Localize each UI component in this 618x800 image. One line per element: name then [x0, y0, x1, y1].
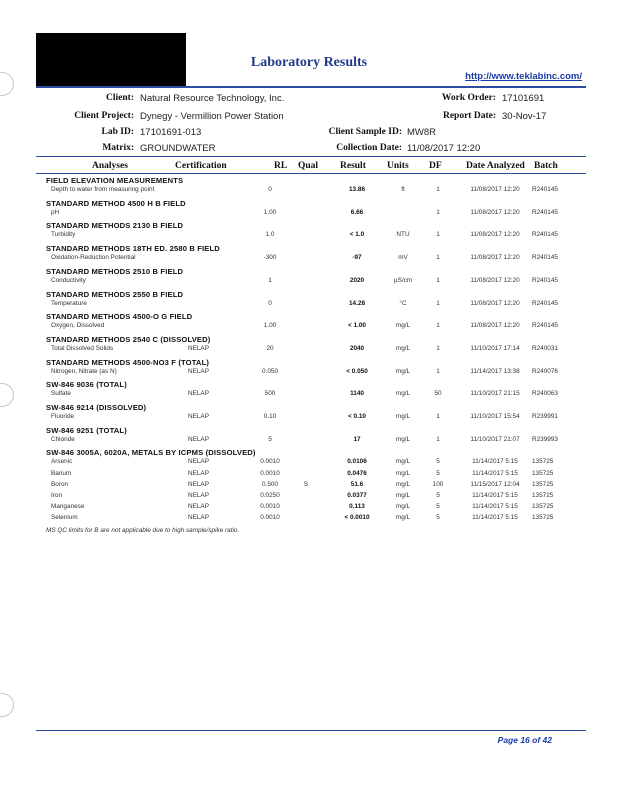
cell-analyte: Chloride: [51, 435, 75, 443]
cell-rl: 0.050: [262, 367, 278, 375]
cell-result: < 0.0010: [344, 514, 370, 522]
cell-df: 1: [436, 367, 440, 375]
page-title: Laboratory Results: [250, 55, 368, 70]
section-header: STANDARD METHODS 2540 C (DISSOLVED): [46, 334, 211, 344]
cell-cert: NELAP: [188, 435, 209, 443]
cell-rl: 500: [264, 390, 276, 398]
cell-df: 5: [436, 492, 440, 499]
cell-date: 11/08/2017 12:20: [470, 208, 520, 216]
cell-batch: 135725: [532, 469, 554, 477]
cell-units: mg/L: [395, 492, 411, 499]
cell-result: 0.0106: [347, 458, 367, 466]
cell-rl: 0.500: [262, 480, 278, 488]
cell-batch: R240145: [532, 299, 558, 307]
cell-units: mg/L: [395, 344, 411, 352]
project-label: Client Project:: [74, 111, 134, 121]
cell-batch: R240145: [532, 322, 558, 330]
cell-date: 11/08/2017 12:20: [470, 276, 520, 284]
cell-analyte: Turbidity: [51, 231, 76, 239]
cell-analyte: Fluoride: [51, 413, 75, 420]
cell-cert: NELAP: [188, 503, 209, 511]
table-row: [0, 436, 618, 445]
cell-result: -97: [352, 254, 362, 262]
cell-date: 11/08/2017 12:20: [470, 299, 520, 307]
cell-analyte: Temperature: [51, 299, 87, 307]
cell-cert: NELAP: [188, 344, 209, 352]
cell-cert: NELAP: [188, 390, 209, 398]
collection-date-value: 11/08/2017 12:20: [407, 143, 481, 154]
cell-units: mg/L: [395, 322, 411, 330]
cell-batch: R239991: [532, 413, 558, 420]
cell-df: 1: [436, 186, 440, 193]
cell-units: µS/cm: [393, 276, 413, 284]
cell-analyte: Arsenic: [51, 458, 73, 466]
cell-units: mg/L: [395, 367, 411, 375]
cell-result: 17: [353, 435, 361, 443]
report-date-label: Report Date:: [442, 111, 496, 121]
matrix-label: Matrix:: [102, 143, 134, 153]
cell-date: 11/08/2017 12:20: [470, 322, 520, 330]
cell-batch: R240145: [532, 254, 558, 262]
cell-date: 11/10/2017 21:07: [470, 435, 520, 443]
cell-units: mg/L: [395, 458, 411, 466]
cell-batch: R240145: [532, 208, 558, 216]
cell-units: mV: [398, 254, 408, 262]
qc-note: MS QC limits for B are not applicable due to high sample/spike ratio.: [46, 527, 240, 535]
sample-id-value: MW8R: [407, 127, 437, 138]
lab-id-label: Lab ID:: [101, 127, 134, 137]
cell-df: 5: [436, 503, 440, 511]
cell-batch: 135725: [532, 503, 554, 511]
work-order-label: Work Order:: [441, 93, 496, 103]
cell-units: mg/L: [395, 435, 411, 443]
cell-result: 0.0476: [347, 469, 367, 477]
cell-batch: 135725: [532, 492, 554, 499]
table-row: [0, 503, 618, 512]
cell-df: 1: [436, 231, 440, 239]
cell-result: < 1.00: [348, 322, 366, 330]
cell-rl: 1.00: [263, 322, 277, 330]
section-header: SW-846 9036 (TOTAL): [46, 380, 127, 390]
cell-rl: 0.0010: [260, 514, 280, 522]
section-header: SW-846 9214 (DISSOLVED): [46, 403, 147, 412]
cell-rl: 0.0010: [260, 469, 280, 477]
cell-df: 1: [436, 299, 440, 307]
cell-result: 14.28: [349, 299, 365, 307]
cell-batch: R239993: [532, 435, 558, 443]
col-qual: Qual: [298, 161, 319, 171]
section-header: STANDARD METHODS 2510 B FIELD: [46, 266, 184, 276]
col-rl: RL: [274, 161, 288, 171]
cell-df: 1: [436, 344, 440, 352]
cell-cert: NELAP: [188, 480, 209, 488]
cell-analyte: Barium: [51, 469, 72, 477]
col-df: DF: [429, 161, 442, 171]
cell-date: 11/14/2017 13:38: [470, 367, 520, 375]
cell-date: 11/08/2017 12:20: [470, 254, 520, 262]
cell-analyte: Conductivity: [51, 276, 86, 284]
cell-df: 1: [436, 276, 440, 284]
cell-analyte: Total Dissolved Solids: [51, 344, 114, 352]
cell-df: 1: [436, 435, 440, 443]
table-row: [0, 209, 618, 218]
cell-result: 2020: [349, 276, 365, 284]
cell-df: 1: [436, 322, 440, 330]
cell-units: °C: [399, 299, 407, 307]
cell-date: 11/14/2017 5:15: [472, 492, 518, 499]
lab-website-link[interactable]: http://www.teklabinc.com/: [465, 71, 582, 82]
cell-result: 6.66: [350, 208, 364, 216]
cell-df: 1: [436, 413, 440, 420]
col-units: Units: [387, 161, 409, 171]
cell-batch: 135725: [532, 514, 554, 522]
cell-date: 11/14/2017 5:15: [472, 503, 518, 511]
cell-result: 51.6: [350, 480, 364, 488]
section-header: STANDARD METHODS 18TH ED. 2580 B FIELD: [46, 244, 220, 254]
cell-rl: 5: [268, 435, 272, 443]
matrix-value: GROUNDWATER: [140, 143, 216, 154]
table-row: [0, 481, 618, 490]
cell-df: 1: [436, 208, 440, 216]
table-row: [0, 322, 618, 331]
table-row: [0, 277, 618, 286]
cell-df: 1: [436, 254, 440, 262]
cell-batch: R240145: [532, 186, 558, 193]
cell-date: 11/10/2017 17:14: [470, 344, 520, 352]
table-row: [0, 231, 618, 240]
cell-analyte: Selenium: [51, 514, 78, 522]
collection-date-label: Collection Date:: [336, 143, 402, 153]
col-analyses: Analyses: [92, 161, 128, 171]
cell-cert: NELAP: [188, 413, 209, 420]
cell-rl: 0.10: [263, 413, 277, 420]
work-order-value: 17101691: [502, 93, 545, 104]
cell-df: 5: [436, 514, 440, 522]
section-header: FIELD ELEVATION MEASUREMENTS: [46, 176, 184, 185]
table-row: [0, 470, 618, 479]
section-header: STANDARD METHODS 4500-NO3 F (TOTAL): [46, 357, 210, 367]
cell-analyte: pH: [51, 208, 60, 216]
cell-rl: -300: [263, 254, 277, 262]
cell-result: 0.113: [349, 503, 365, 511]
cell-batch: 135725: [532, 458, 554, 466]
cell-date: 11/08/2017 12:20: [470, 231, 520, 239]
section-header: STANDARD METHODS 4500-O G FIELD: [46, 312, 193, 322]
cell-qual: S: [303, 480, 309, 488]
cell-result: < 1.0: [349, 231, 365, 239]
cell-cert: NELAP: [188, 469, 209, 477]
cell-batch: R240031: [532, 344, 558, 352]
cell-units: ft: [401, 186, 405, 193]
col-result: Result: [340, 161, 366, 171]
cell-analyte: Sulfate: [51, 390, 71, 398]
table-row: [0, 300, 618, 309]
cell-df: 5: [436, 469, 440, 477]
cell-cert: NELAP: [188, 492, 209, 499]
cell-analyte: Manganese: [51, 503, 85, 511]
table-row: [0, 413, 618, 422]
section-header: SW-846 3005A, 6020A, METALS BY ICPMS (DISSOLVED): [46, 448, 256, 458]
cell-rl: 0.0250: [260, 492, 280, 499]
table-row: [0, 514, 618, 523]
cell-units: mg/L: [395, 390, 411, 398]
cell-batch: R240145: [532, 276, 558, 284]
cell-analyte: Boron: [51, 480, 69, 488]
table-row: [0, 345, 618, 354]
cell-df: 5: [436, 458, 440, 466]
cell-date: 11/14/2017 5:15: [472, 458, 518, 466]
cell-units: mg/L: [395, 469, 411, 477]
col-certification: Certification: [175, 161, 227, 171]
cell-cert: NELAP: [188, 514, 209, 522]
section-header: STANDARD METHODS 2550 B FIELD: [46, 289, 184, 299]
lab-id-value: 17101691-013: [140, 127, 202, 138]
cell-analyte: Depth to water from measuring point: [51, 186, 155, 193]
binder-hole: [0, 72, 14, 96]
section-header: STANDARD METHODS 2130 B FIELD: [46, 221, 184, 231]
report-date-value: 30-Nov-17: [502, 111, 547, 122]
cell-analyte: Nitrogen, Nitrate (as N): [51, 367, 117, 375]
col-date-analyzed: Date Analyzed: [466, 161, 525, 171]
header-divider: [36, 86, 586, 88]
cell-result: 2040: [349, 344, 365, 352]
section-header: STANDARD METHOD 4500 H B FIELD: [46, 198, 186, 208]
cell-date: 11/14/2017 5:15: [472, 514, 518, 522]
cell-rl: 20: [266, 344, 274, 352]
cell-analyte: Oxygen, Dissolved: [51, 322, 105, 330]
table-row: [0, 368, 618, 377]
cell-rl: 0.0010: [260, 458, 280, 466]
cell-analyte: Iron: [51, 492, 63, 499]
cell-date: 11/10/2017 21:15: [470, 390, 520, 398]
project-value: Dynegy - Vermillion Power Station: [140, 111, 284, 122]
binder-hole: [0, 693, 14, 717]
table-row: [0, 186, 618, 195]
cell-result: < 0.050: [346, 367, 368, 375]
cell-units: mg/L: [395, 503, 411, 511]
col-batch: Batch: [534, 161, 558, 171]
cell-date: 11/14/2017 5:15: [472, 469, 518, 477]
cell-batch: R240063: [532, 390, 558, 398]
cell-rl: 0.0010: [260, 503, 280, 511]
client-label: Client:: [106, 93, 134, 103]
cell-rl: 1: [268, 276, 272, 284]
cell-rl: 0: [268, 299, 272, 307]
page-number: Page 16 of 42: [497, 735, 552, 745]
cell-date: 11/10/2017 15:54: [470, 413, 520, 420]
cell-units: mg/L: [395, 480, 411, 488]
cell-date: 11/15/2017 12:04: [470, 480, 520, 488]
cell-rl: 0: [268, 186, 272, 193]
table-row: [0, 458, 618, 467]
client-value: Natural Resource Technology, Inc.: [140, 93, 285, 104]
section-header: SW-846 9251 (TOTAL): [46, 425, 127, 435]
table-row: [0, 254, 618, 263]
table-row: [0, 390, 618, 399]
cell-units: mg/L: [395, 413, 411, 420]
cell-units: NTU: [396, 231, 410, 239]
table-top-rule: [36, 156, 586, 157]
cell-result: < 0.10: [348, 413, 366, 420]
cell-rl: 1.00: [263, 208, 277, 216]
cell-df: 50: [434, 390, 442, 398]
cell-result: 13.86: [349, 186, 365, 193]
cell-cert: NELAP: [188, 458, 209, 466]
cell-date: 11/08/2017 12:20: [470, 186, 520, 193]
table-row: [0, 492, 618, 501]
cell-result: 0.0377: [347, 492, 367, 499]
sample-id-label: Client Sample ID:: [328, 127, 402, 137]
footer-divider: [36, 730, 586, 731]
cell-batch: 135725: [532, 480, 554, 488]
cell-batch: R240145: [532, 231, 558, 239]
cell-units: mg/L: [395, 514, 411, 522]
cell-df: 100: [432, 480, 444, 488]
cell-result: 1140: [350, 390, 364, 398]
cell-batch: R240076: [532, 367, 558, 375]
cell-analyte: Oxidation-Reduction Potential: [51, 254, 136, 262]
cell-rl: 1.0: [265, 231, 275, 239]
cell-cert: NELAP: [188, 367, 209, 375]
header-bottom-rule: [36, 173, 586, 174]
